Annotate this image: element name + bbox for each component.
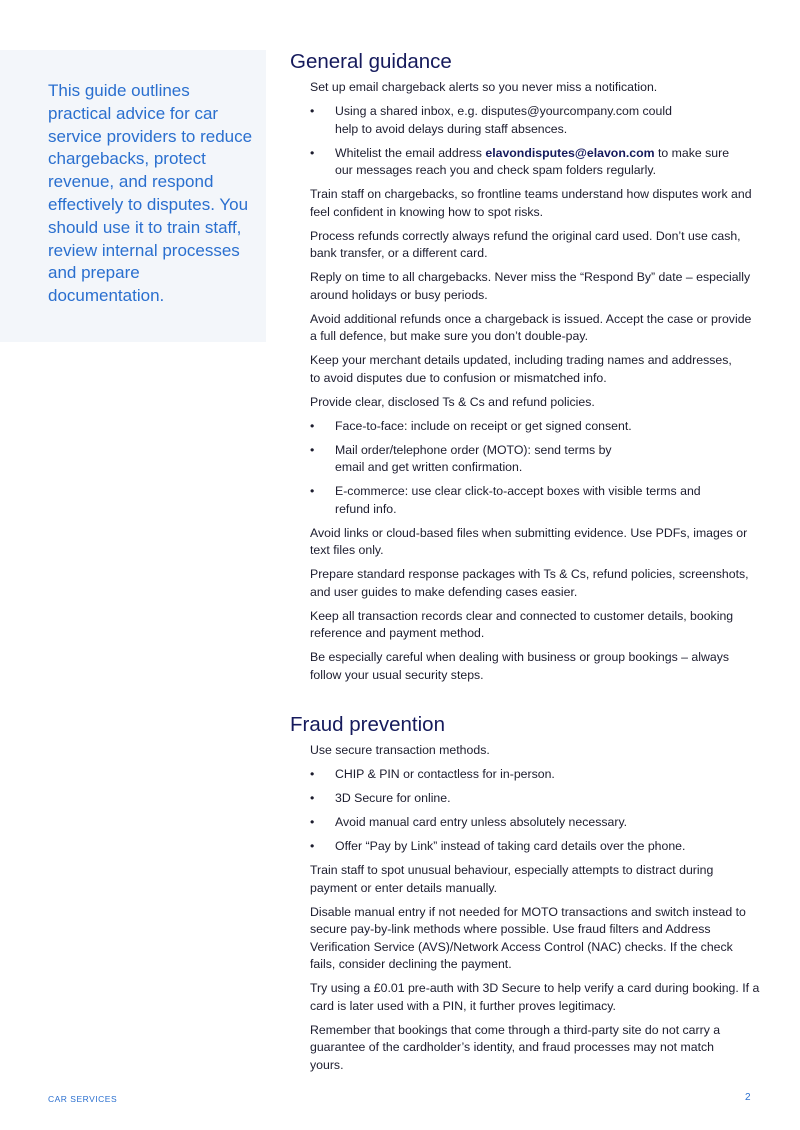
list-item: • E-commerce: use clear click-to-accept boxes with visible terms and refund info. (310, 483, 735, 518)
paragraph: Train staff to spot unusual behaviour, especially attempts to distract during payment or enter details manually. (310, 863, 714, 895)
list-item-text: to make sure our messages reach you and check spam folders regularly. (335, 145, 730, 177)
paragraph: Be especially careful when dealing with business or group bookings – always follow your usual security steps. (310, 650, 730, 682)
list-item: • Face-to-face: include on receipt or get signed consent. (310, 418, 760, 436)
list-item: • CHIP & PIN or contactless for in-person. (310, 766, 760, 784)
general-guidance-heading: General guidance (290, 50, 452, 73)
page-number: 2 (745, 1092, 751, 1103)
paragraph: Train staff on chargebacks, so frontline teams understand how disputes work and feel confident in knowing how to spot risks. (310, 187, 752, 219)
paragraph: Prepare standard response packages with Ts & Cs, refund policies, screenshots, and user guides to make defending cases easier. (310, 567, 749, 599)
intro-text: This guide outlines practical advice for car service providers to reduce chargebacks, protect revenue, and respond effectively to disputes. You should use it to train staff, review internal processes and prepare documentation. (48, 81, 253, 306)
paragraph: Keep your merchant details updated, including trading names and addresses, to avoid disputes due to confusion or mismatched info. (310, 353, 732, 385)
footer-section-label: CAR SERVICES (48, 1094, 118, 1104)
paragraph: Reply on time to all chargebacks. Never miss the “Respond By” date – especially around holidays or busy periods. (310, 270, 751, 302)
list-item: • Mail order/telephone order (MOTO): send terms by email and get written confirmation. (310, 442, 635, 477)
list-item: • Avoid manual card entry unless absolutely necessary. (310, 814, 760, 832)
list-item: • Using a shared inbox, e.g. disputes@yourcompany.com could help to avoid delays during staff absences. (310, 103, 675, 138)
list-item: • Offer “Pay by Link” instead of taking card details over the phone. (310, 838, 760, 856)
list-item: • 3D Secure for online. (310, 790, 760, 808)
paragraph: Set up email chargeback alerts so you never miss a notification. (310, 80, 658, 94)
paragraph: Use secure transaction methods. (310, 743, 490, 757)
paragraph: Avoid links or cloud-based files when submitting evidence. Use PDFs, images or text files only. (310, 525, 748, 557)
paragraph: Avoid additional refunds once a chargeback is issued. Accept the case or provide a full defence, but make sure you don’t double-pay. (310, 311, 752, 343)
paragraph: Keep all transaction records clear and connected to customer details, booking reference and payment method. (310, 608, 734, 640)
paragraph: Try using a £0.01 pre-auth with 3D Secure to help verify a card during booking. If a card is later used with a PIN, it further proves legitimacy. (310, 981, 760, 1013)
paragraph: Process refunds correctly always refund the original card used. Don’t use cash, bank transfer, or a different card. (310, 228, 741, 260)
paragraph: Remember that bookings that come through a third-party site do not carry a guarantee of the cardholder’s identity, and fraud processes may not match yours. (310, 1022, 721, 1072)
dispute-email: elavondisputes@elavon.com (485, 145, 655, 160)
paragraph: Disable manual entry if not needed for MOTO transactions and switch instead to secure pay-by-link methods where possible. Use fraud filters and Address Verification Service (AVS)/Network Access Control (NAC) checks. If the check fails, consider declining the payment. (310, 904, 746, 971)
general-guidance-section (310, 79, 760, 691)
fraud-prevention-heading: Fraud prevention (290, 713, 445, 736)
fraud-prevention-section (310, 742, 760, 1081)
list-item (310, 145, 735, 180)
paragraph: Provide clear, disclosed Ts & Cs and refund policies. (310, 394, 595, 409)
list-item-text: Whitelist the email address (335, 145, 486, 160)
